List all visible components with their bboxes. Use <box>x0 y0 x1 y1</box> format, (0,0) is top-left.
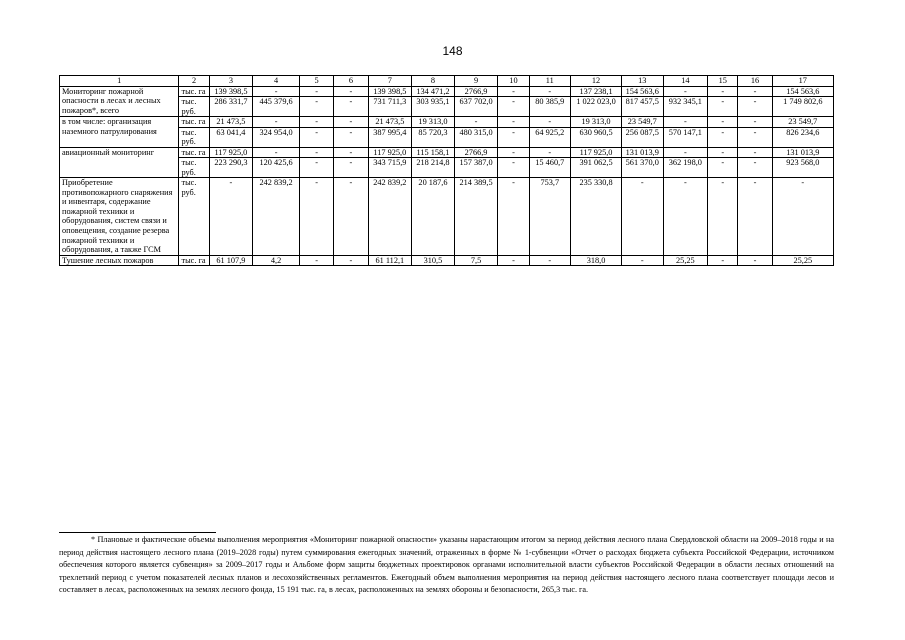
value-cell: - <box>498 117 529 128</box>
page-number: 148 <box>442 44 463 58</box>
value-cell: - <box>498 97 529 117</box>
value-cell: - <box>498 158 529 178</box>
value-cell: 64 925,2 <box>529 127 571 147</box>
value-cell: - <box>708 255 738 266</box>
column-number: 8 <box>412 76 455 87</box>
value-cell: - <box>708 147 738 158</box>
column-number: 14 <box>663 76 708 87</box>
value-cell: - <box>708 127 738 147</box>
value-cell: - <box>209 178 253 255</box>
value-cell: - <box>498 255 529 266</box>
column-number: 10 <box>498 76 529 87</box>
column-number: 15 <box>708 76 738 87</box>
value-cell: 134 471,2 <box>412 86 455 97</box>
unit-cell: тыс. га <box>179 117 209 128</box>
value-cell: - <box>708 178 738 255</box>
value-cell: - <box>299 178 333 255</box>
column-number: 1 <box>60 76 179 87</box>
value-cell: 731 711,3 <box>368 97 412 117</box>
value-cell: - <box>299 255 333 266</box>
value-cell: 923 568,0 <box>772 158 833 178</box>
value-cell: - <box>738 255 772 266</box>
value-cell: 61 107,9 <box>209 255 253 266</box>
value-cell: 20 187,6 <box>412 178 455 255</box>
value-cell: 80 385,9 <box>529 97 571 117</box>
value-cell: 235 330,8 <box>571 178 622 255</box>
value-cell: - <box>299 97 333 117</box>
value-cell: - <box>738 147 772 158</box>
value-cell: - <box>253 86 300 97</box>
value-cell: 817 457,5 <box>621 97 663 117</box>
value-cell: 4,2 <box>253 255 300 266</box>
value-cell: - <box>529 147 571 158</box>
value-cell: 218 214,8 <box>412 158 455 178</box>
value-cell: - <box>299 127 333 147</box>
value-cell: 1 749 802,6 <box>772 97 833 117</box>
column-number: 3 <box>209 76 253 87</box>
value-cell: 318,0 <box>571 255 622 266</box>
value-cell: 19 313,0 <box>412 117 455 128</box>
value-cell: 387 995,4 <box>368 127 412 147</box>
value-cell: - <box>738 86 772 97</box>
value-cell: 115 158,1 <box>412 147 455 158</box>
value-cell: - <box>708 117 738 128</box>
column-number: 9 <box>454 76 498 87</box>
value-cell: 19 313,0 <box>571 117 622 128</box>
value-cell: 256 087,5 <box>621 127 663 147</box>
activity-name-cell: в том числе: организация наземного патрулирования <box>60 117 179 148</box>
value-cell: 25,25 <box>663 255 708 266</box>
value-cell: 137 238,1 <box>571 86 622 97</box>
value-cell: 131 013,9 <box>772 147 833 158</box>
value-cell: - <box>334 158 368 178</box>
column-number: 12 <box>571 76 622 87</box>
value-cell: - <box>663 86 708 97</box>
value-cell: 303 935,1 <box>412 97 455 117</box>
value-cell: 242 839,2 <box>368 178 412 255</box>
value-cell: - <box>454 117 498 128</box>
value-cell: 343 715,9 <box>368 158 412 178</box>
value-cell: - <box>334 127 368 147</box>
value-cell: 63 041,4 <box>209 127 253 147</box>
activity-name-cell: авиационный мониторинг <box>60 147 179 178</box>
table-header-row <box>60 76 834 87</box>
footnote-divider <box>59 532 216 533</box>
value-cell: - <box>334 178 368 255</box>
unit-cell: тыс. га <box>179 255 209 266</box>
table-row <box>60 178 834 255</box>
column-number: 4 <box>253 76 300 87</box>
value-cell: - <box>738 117 772 128</box>
value-cell: 753,7 <box>529 178 571 255</box>
value-cell: - <box>498 127 529 147</box>
value-cell: - <box>334 255 368 266</box>
value-cell: - <box>529 117 571 128</box>
value-cell: 154 563,6 <box>621 86 663 97</box>
column-number: 6 <box>334 76 368 87</box>
unit-cell: тыс. руб. <box>179 127 209 147</box>
value-cell: - <box>738 127 772 147</box>
table-row <box>60 255 834 266</box>
value-cell: 21 473,5 <box>209 117 253 128</box>
footnote: * Плановые и фактические объемы выполнения мероприятия «Мониторинг пожарной опасности» указаны нарастающим итогом за период действия лесного плана Свердловской области на 2009–2018 годы и на период действия настоящего лесного плана (2019–2028 годы) путем суммирования ежегодных значений, отраженных в форме № 1-субвенции «Отчет о расходах бюджета субъекта Российской Федерации, источником обеспечения которого является субвенция» за 2009–2017 годы и Альбоме форм защиты бюджетных проектировок органами исполнительной власти субъектов Российской Федерации в области лесных отношений на трехлетний период с учетом показателей лесных планов и лесохозяйственных регламентов. Ежегодный объем выполнения мероприятия на период действия настоящего лесного плана соответствует площади лесов и составляет в лесах, расположенных на землях лесного фонда, 15 191 тыс. га, в лесах, расположенных на землях обороны и безопасности, 265,3 тыс. га. <box>59 535 834 595</box>
value-cell: - <box>299 117 333 128</box>
value-cell: 23 549,7 <box>772 117 833 128</box>
value-cell: 324 954,0 <box>253 127 300 147</box>
value-cell: - <box>708 86 738 97</box>
value-cell: - <box>253 117 300 128</box>
table-row <box>60 117 834 128</box>
value-cell: 2766,9 <box>454 147 498 158</box>
value-cell: 242 839,2 <box>253 178 300 255</box>
value-cell: 826 234,6 <box>772 127 833 147</box>
value-cell: - <box>529 86 571 97</box>
column-number: 2 <box>179 76 209 87</box>
value-cell: - <box>299 158 333 178</box>
value-cell: 561 370,0 <box>621 158 663 178</box>
unit-cell: тыс. га <box>179 86 209 97</box>
value-cell: 7,5 <box>454 255 498 266</box>
column-number: 16 <box>738 76 772 87</box>
value-cell: 25,25 <box>772 255 833 266</box>
value-cell: - <box>498 86 529 97</box>
value-cell: - <box>708 97 738 117</box>
value-cell: - <box>253 147 300 158</box>
value-cell: - <box>772 178 833 255</box>
unit-cell: тыс. руб. <box>179 97 209 117</box>
value-cell: - <box>334 86 368 97</box>
activity-name-cell: Мониторинг пожарной опасности в лесах и лесных пожаров*, всего <box>60 86 179 117</box>
value-cell: 139 398,5 <box>209 86 253 97</box>
value-cell: 362 198,0 <box>663 158 708 178</box>
value-cell: - <box>663 117 708 128</box>
column-number: 7 <box>368 76 412 87</box>
value-cell: 23 549,7 <box>621 117 663 128</box>
value-cell: 154 563,6 <box>772 86 833 97</box>
forest-plan-table <box>59 75 834 266</box>
value-cell: 214 389,5 <box>454 178 498 255</box>
value-cell: - <box>663 178 708 255</box>
column-number: 13 <box>621 76 663 87</box>
column-number: 17 <box>772 76 833 87</box>
value-cell: 157 387,0 <box>454 158 498 178</box>
value-cell: - <box>708 158 738 178</box>
value-cell: 21 473,5 <box>368 117 412 128</box>
value-cell: 637 702,0 <box>454 97 498 117</box>
value-cell: - <box>334 117 368 128</box>
value-cell: 480 315,0 <box>454 127 498 147</box>
table-row <box>60 86 834 97</box>
unit-cell: тыс. га <box>179 147 209 158</box>
table-row <box>60 147 834 158</box>
value-cell: 223 290,3 <box>209 158 253 178</box>
value-cell: - <box>663 147 708 158</box>
value-cell: - <box>498 178 529 255</box>
value-cell: - <box>529 255 571 266</box>
column-number: 5 <box>299 76 333 87</box>
value-cell: - <box>621 178 663 255</box>
unit-cell: тыс. руб. <box>179 178 209 255</box>
value-cell: - <box>738 97 772 117</box>
value-cell: - <box>738 158 772 178</box>
activity-name-cell: Тушение лесных пожаров <box>60 255 179 266</box>
value-cell: - <box>334 147 368 158</box>
value-cell: 117 925,0 <box>571 147 622 158</box>
value-cell: - <box>299 86 333 97</box>
unit-cell: тыс. руб. <box>179 158 209 178</box>
value-cell: - <box>299 147 333 158</box>
value-cell: 445 379,6 <box>253 97 300 117</box>
value-cell: 310,5 <box>412 255 455 266</box>
value-cell: 139 398,5 <box>368 86 412 97</box>
value-cell: 932 345,1 <box>663 97 708 117</box>
value-cell: 630 960,5 <box>571 127 622 147</box>
value-cell: 286 331,7 <box>209 97 253 117</box>
value-cell: 570 147,1 <box>663 127 708 147</box>
value-cell: 15 460,7 <box>529 158 571 178</box>
value-cell: 131 013,9 <box>621 147 663 158</box>
activity-name-cell: Приобретение противопожарного снаряжения и инвентаря, содержание пожарной техники и оборудования, систем связи и оповещения, создание резерва пожарной техники и оборудования, а также ГСМ <box>60 178 179 255</box>
value-cell: 85 720,3 <box>412 127 455 147</box>
value-cell: 117 925,0 <box>368 147 412 158</box>
value-cell: - <box>498 147 529 158</box>
value-cell: - <box>738 178 772 255</box>
value-cell: - <box>334 97 368 117</box>
value-cell: - <box>621 255 663 266</box>
value-cell: 120 425,6 <box>253 158 300 178</box>
value-cell: 391 062,5 <box>571 158 622 178</box>
column-number: 11 <box>529 76 571 87</box>
value-cell: 117 925,0 <box>209 147 253 158</box>
value-cell: 2766,9 <box>454 86 498 97</box>
value-cell: 1 022 023,0 <box>571 97 622 117</box>
value-cell: 61 112,1 <box>368 255 412 266</box>
